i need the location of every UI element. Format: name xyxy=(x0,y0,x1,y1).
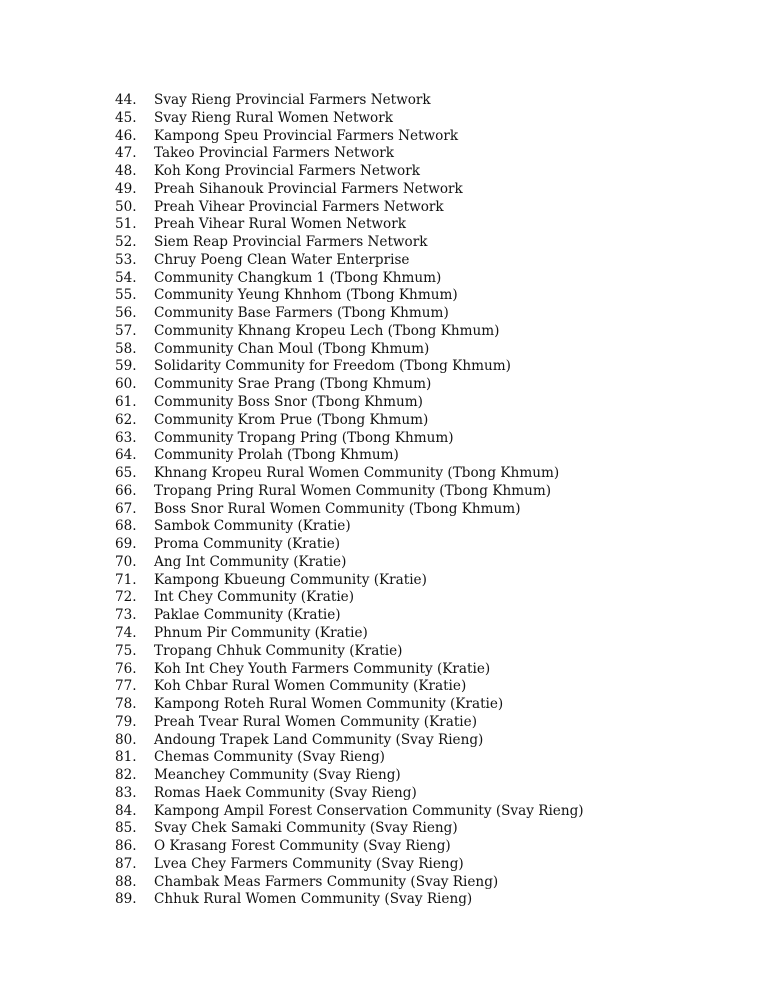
list-item-number: 61. xyxy=(115,394,137,411)
list-item-number: 65. xyxy=(115,465,137,482)
list-item-number: 74. xyxy=(115,624,137,641)
list-item-name: Community Chan Moul (Tbong Khmum) xyxy=(154,340,430,357)
list-item xyxy=(0,341,772,359)
list-item-number: 48. xyxy=(115,163,137,180)
list-item-number: 52. xyxy=(115,234,137,251)
list-item-number: 46. xyxy=(115,127,137,144)
list-item xyxy=(0,145,772,163)
list-item xyxy=(0,625,772,643)
list-item-name: Kampong Speu Provincial Farmers Network xyxy=(154,127,459,144)
list-item xyxy=(0,501,772,519)
list-item-name: O Krasang Forest Community (Svay Rieng) xyxy=(154,838,451,855)
list-item-name: Lvea Chey Farmers Community (Svay Rieng) xyxy=(154,855,464,872)
list-item-number: 77. xyxy=(115,678,137,695)
list-item xyxy=(0,394,772,412)
list-item xyxy=(0,554,772,572)
list-item xyxy=(0,376,772,394)
list-item-number: 60. xyxy=(115,376,137,393)
list-item xyxy=(0,732,772,750)
list-item xyxy=(0,323,772,341)
list-item-number: 76. xyxy=(115,660,137,677)
list-item xyxy=(0,803,772,821)
list-item xyxy=(0,430,772,448)
list-item-name: Kampong Ampil Forest Conservation Community (Svay Rieng) xyxy=(154,802,584,819)
list-item xyxy=(0,252,772,270)
list-item-name: Koh Int Chey Youth Farmers Community (Kratie) xyxy=(154,660,491,677)
list-item-name: Preah Vihear Rural Women Network xyxy=(154,216,406,233)
list-item xyxy=(0,643,772,661)
list-item xyxy=(0,234,772,252)
list-item-number: 57. xyxy=(115,322,137,339)
list-item-number: 47. xyxy=(115,145,137,162)
list-item xyxy=(0,216,772,234)
list-item-number: 89. xyxy=(115,891,137,908)
list-item-name: Preah Sihanouk Provincial Farmers Network xyxy=(154,180,463,197)
list-item-name: Siem Reap Provincial Farmers Network xyxy=(154,234,428,251)
list-item-number: 71. xyxy=(115,571,137,588)
list-item-number: 44. xyxy=(115,92,137,108)
list-item-number: 51. xyxy=(115,216,137,233)
list-item-name: Solidarity Community for Freedom (Tbong Khmum) xyxy=(154,358,511,375)
list-item-name: Preah Vihear Provincial Farmers Network xyxy=(154,198,444,215)
list-item xyxy=(0,678,772,696)
list-item xyxy=(0,92,772,110)
list-item xyxy=(0,412,772,430)
list-item-name: Svay Rieng Provincial Farmers Network xyxy=(154,92,431,108)
list-item-number: 55. xyxy=(115,287,137,304)
list-item xyxy=(0,518,772,536)
list-item xyxy=(0,483,772,501)
list-item xyxy=(0,199,772,217)
list-item-name: Kampong Kbueung Community (Kratie) xyxy=(154,571,427,588)
list-item xyxy=(0,785,772,803)
list-item-name: Meanchey Community (Svay Rieng) xyxy=(154,767,401,784)
list-item-name: Int Chey Community (Kratie) xyxy=(154,589,355,606)
list-item-number: 80. xyxy=(115,731,137,748)
list-item-name: Andoung Trapek Land Community (Svay Rieng) xyxy=(154,731,484,748)
list-item-number: 63. xyxy=(115,429,137,446)
list-item-name: Takeo Provincial Farmers Network xyxy=(154,145,395,162)
list-item xyxy=(0,820,772,838)
list-item-name: Chruy Poeng Clean Water Enterprise xyxy=(154,251,410,268)
list-item-number: 86. xyxy=(115,838,137,855)
list-item-name: Community Prolah (Tbong Khmum) xyxy=(154,447,399,464)
list-item xyxy=(0,714,772,732)
list-item-number: 81. xyxy=(115,749,137,766)
organization-list xyxy=(0,92,772,909)
list-item-name: Community Boss Snor (Tbong Khmum) xyxy=(154,394,423,411)
list-item-name: Kampong Roteh Rural Women Community (Kratie) xyxy=(154,696,504,713)
list-item xyxy=(0,856,772,874)
list-item xyxy=(0,589,772,607)
list-item-name: Chemas Community (Svay Rieng) xyxy=(154,749,385,766)
list-item-name: Community Changkum 1 (Tbong Khmum) xyxy=(154,269,442,286)
list-item-number: 84. xyxy=(115,802,137,819)
list-item xyxy=(0,181,772,199)
list-item xyxy=(0,110,772,128)
list-item-number: 87. xyxy=(115,855,137,872)
list-item-number: 62. xyxy=(115,411,137,428)
list-item xyxy=(0,305,772,323)
list-item xyxy=(0,607,772,625)
list-item-name: Tropang Pring Rural Women Community (Tbong Khmum) xyxy=(154,482,552,499)
list-item-number: 56. xyxy=(115,305,137,322)
list-item-number: 45. xyxy=(115,109,137,126)
list-item-number: 49. xyxy=(115,180,137,197)
list-item-name: Phnum Pir Community (Kratie) xyxy=(154,624,368,641)
list-item xyxy=(0,128,772,146)
list-item xyxy=(0,749,772,767)
list-item-name: Community Base Farmers (Tbong Khmum) xyxy=(154,305,449,322)
list-item xyxy=(0,572,772,590)
list-item-number: 83. xyxy=(115,784,137,801)
list-item xyxy=(0,287,772,305)
list-item xyxy=(0,838,772,856)
list-item-name: Svay Chek Samaki Community (Svay Rieng) xyxy=(154,820,458,837)
list-item xyxy=(0,874,772,892)
list-item-number: 72. xyxy=(115,589,137,606)
list-item-name: Proma Community (Kratie) xyxy=(154,536,341,553)
list-item xyxy=(0,536,772,554)
list-item-name: Chambak Meas Farmers Community (Svay Rieng) xyxy=(154,873,499,890)
list-item-name: Community Srae Prang (Tbong Khmum) xyxy=(154,376,432,393)
list-item-number: 75. xyxy=(115,642,137,659)
list-item-number: 53. xyxy=(115,251,137,268)
list-item-name: Chhuk Rural Women Community (Svay Rieng) xyxy=(154,891,473,908)
list-item-number: 59. xyxy=(115,358,137,375)
list-item-name: Ang Int Community (Kratie) xyxy=(154,553,347,570)
list-item-number: 54. xyxy=(115,269,137,286)
list-item-name: Sambok Community (Kratie) xyxy=(154,518,351,535)
list-item-number: 64. xyxy=(115,447,137,464)
list-item-number: 67. xyxy=(115,500,137,517)
list-item-name: Paklae Community (Kratie) xyxy=(154,607,341,624)
list-item-name: Community Yeung Khnhom (Tbong Khmum) xyxy=(154,287,458,304)
list-item-number: 85. xyxy=(115,820,137,837)
list-item-number: 50. xyxy=(115,198,137,215)
list-item-number: 78. xyxy=(115,696,137,713)
list-item xyxy=(0,447,772,465)
list-item-number: 82. xyxy=(115,767,137,784)
list-item xyxy=(0,163,772,181)
list-item xyxy=(0,661,772,679)
list-item xyxy=(0,767,772,785)
list-item-number: 68. xyxy=(115,518,137,535)
list-item-name: Preah Tvear Rural Women Community (Kratie) xyxy=(154,713,477,730)
list-item-number: 88. xyxy=(115,873,137,890)
list-item-number: 58. xyxy=(115,340,137,357)
list-item-number: 70. xyxy=(115,553,137,570)
list-item-number: 73. xyxy=(115,607,137,624)
list-item-name: Romas Haek Community (Svay Rieng) xyxy=(154,784,417,801)
list-item-name: Community Krom Prue (Tbong Khmum) xyxy=(154,411,429,428)
list-item xyxy=(0,891,772,909)
list-item-name: Tropang Chhuk Community (Kratie) xyxy=(154,642,403,659)
list-item xyxy=(0,696,772,714)
list-item xyxy=(0,465,772,483)
list-item-number: 66. xyxy=(115,482,137,499)
list-item-name: Koh Chbar Rural Women Community (Kratie) xyxy=(154,678,467,695)
list-item xyxy=(0,270,772,288)
list-item-number: 69. xyxy=(115,536,137,553)
list-item-name: Khnang Kropeu Rural Women Community (Tbong Khmum) xyxy=(154,465,560,482)
list-item xyxy=(0,358,772,376)
list-item-name: Community Tropang Pring (Tbong Khmum) xyxy=(154,429,454,446)
list-item-name: Boss Snor Rural Women Community (Tbong Khmum) xyxy=(154,500,521,517)
list-item-name: Koh Kong Provincial Farmers Network xyxy=(154,163,420,180)
list-item-name: Community Khnang Kropeu Lech (Tbong Khmum) xyxy=(154,322,500,339)
list-item-number: 79. xyxy=(115,713,137,730)
list-item-name: Svay Rieng Rural Women Network xyxy=(154,109,393,126)
